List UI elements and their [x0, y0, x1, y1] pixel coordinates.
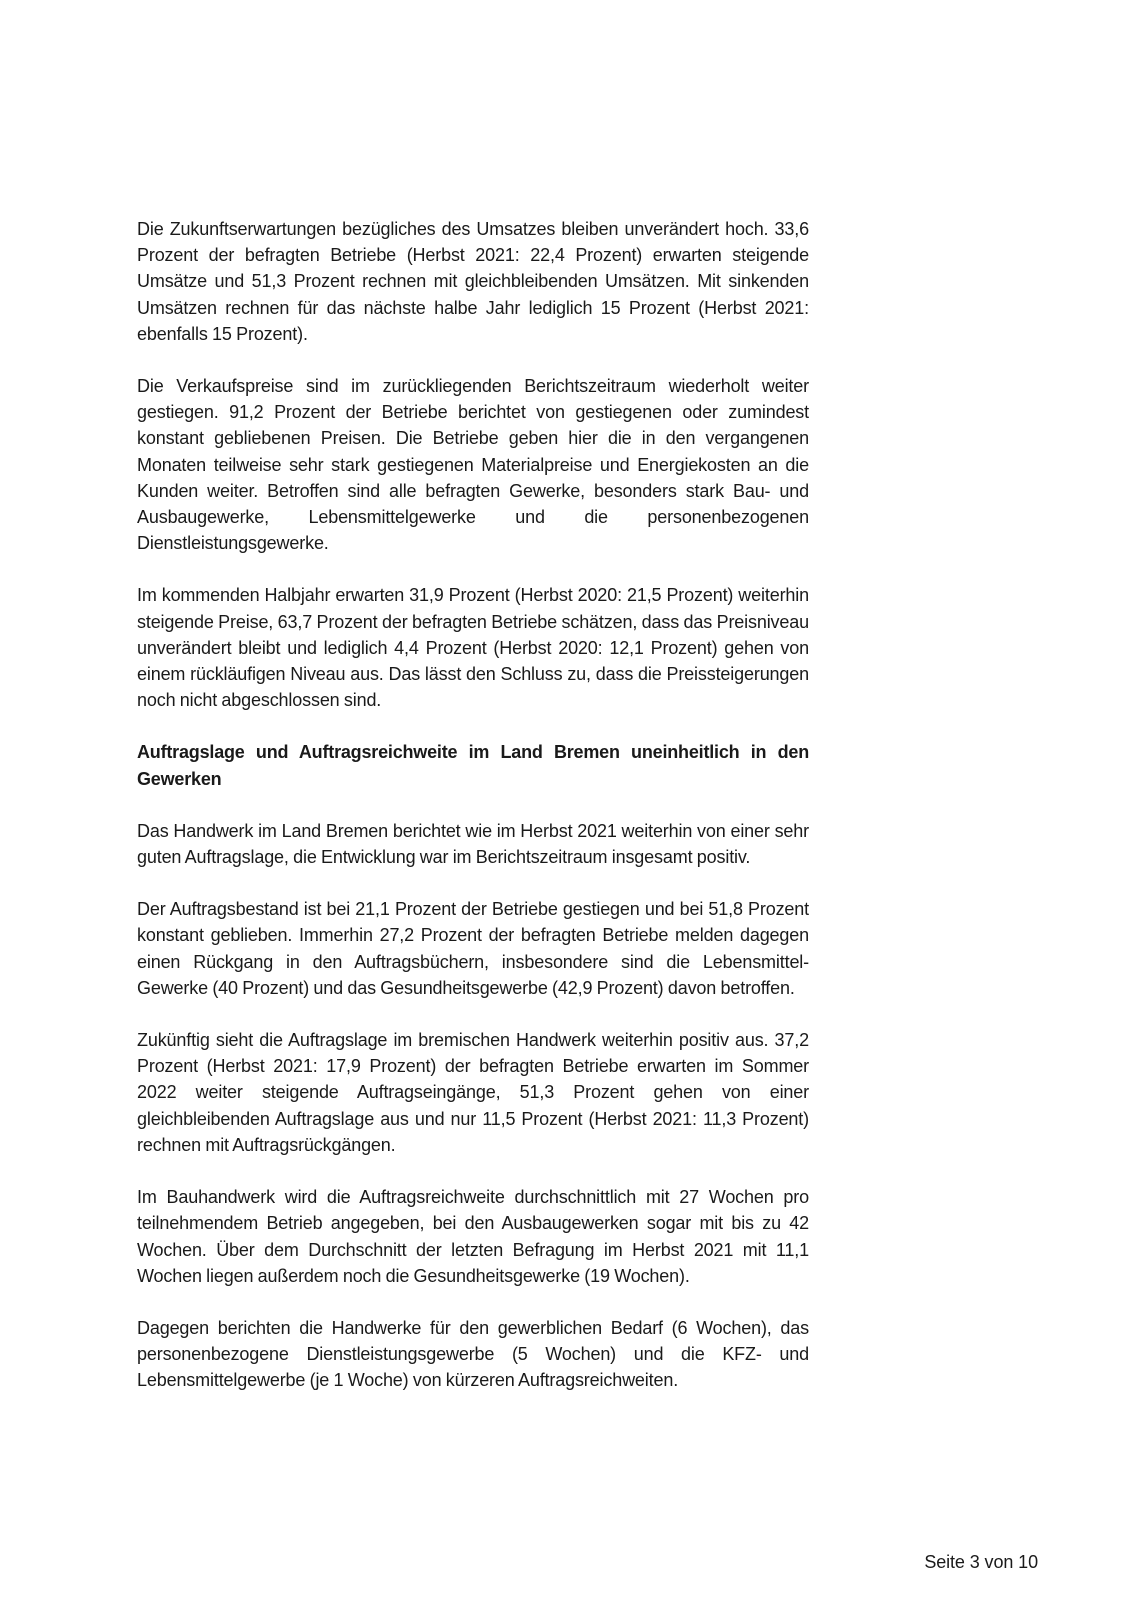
- document-body: [137, 216, 809, 1394]
- paragraph-verkaufspreise: Die Verkaufspreise sind im zurückliegenden Berichtszeitraum wiederholt weiter gestiegen. 91,2 Prozent der Betriebe berichtet von gestiegenen oder zumindest konstant gebliebenen Preisen. Die Betriebe geben hier die in den vergangenen Monaten teilweise sehr stark gestiegenen Materialpreise und Energiekosten an die Kunden weiter. Betroffen sind alle befragten Gewerke, besonders stark Bau- und Ausbaugewerke, Lebensmittelgewerke und die personenbezogenen Dienstleistungsgewerke.: [137, 376, 809, 554]
- page-number: Seite 3 von 10: [924, 1552, 1038, 1572]
- paragraph-auftragserwartungen: Zukünftig sieht die Auftragslage im bremischen Handwerk weiterhin positiv aus. 37,2 Prozent (Herbst 2021: 17,9 Prozent) der befragten Betriebe erwarten im Sommer 2022 weiter steigende Auftragseingänge, 51,3 Prozent gehen von einer gleichbleibenden Auftragslage aus und nur 11,5 Prozent (Herbst 2021: 11,3 Prozent) rechnen mit Auftragsrückgängen.: [137, 1030, 809, 1155]
- section-heading-auftragslage: Auftragslage und Auftragsreichweite im Land Bremen uneinheitlich in den Gewerken: [137, 742, 809, 789]
- paragraph-auftragsreichweite-bau: Im Bauhandwerk wird die Auftragsreichweite durchschnittlich mit 27 Wochen pro teilnehmendem Betrieb angegeben, bei den Ausbaugewerken sogar mit bis zu 42 Wochen. Über dem Durchschnitt der letzten Befragung im Herbst 2021 mit 11,1 Wochen liegen außerdem noch die Gesundheitsgewerke (19 Wochen).: [137, 1187, 809, 1286]
- paragraph-auftragsreichweite-kuerzer: Dagegen berichten die Handwerke für den gewerblichen Bedarf (6 Wochen), das personenbezogene Dienstleistungsgewerbe (5 Wochen) und die KFZ- und Lebensmittelgewerbe (je 1 Woche) von kürzeren Auftragsreichweiten.: [137, 1317, 809, 1391]
- paragraph-umsatz-erwartungen: Die Zukunftserwartungen bezügliches des Umsatzes bleiben unverändert hoch. 33,6 Prozent der befragten Betriebe (Herbst 2021: 22,4 Prozent) erwarten steigende Umsätze und 51,3 Prozent rechnen mit gleichbleibenden Umsätzen. Mit sinkenden Umsätzen rechnen für das nächste halbe Jahr lediglich 15 Prozent (Herbst 2021: ebenfalls 15 Prozent).: [137, 219, 809, 344]
- paragraph-auftragslage: Das Handwerk im Land Bremen berichtet wie im Herbst 2021 weiterhin von einer sehr guten Auftragslage, die Entwicklung war im Berichtszeitraum insgesamt positiv.: [137, 820, 809, 868]
- paragraph-auftragsbestand: Der Auftragsbestand ist bei 21,1 Prozent der Betriebe gestiegen und bei 51,8 Prozent konstant geblieben. Immerhin 27,2 Prozent der befragten Betriebe melden dagegen einen Rückgang in den Auftragsbüchern, insbesondere sind die Lebensmittel-Gewerke (40 Prozent) und das Gesundheitsgewerbe (42,9 Prozent) davon betroffen.: [137, 899, 809, 998]
- paragraph-preiserwartungen: Im kommenden Halbjahr erwarten 31,9 Prozent (Herbst 2020: 21,5 Prozent) weiterhin steigende Preise, 63,7 Prozent der befragten Betriebe schätzen, dass das Preisniveau unverändert bleibt und lediglich 4,4 Prozent (Herbst 2020: 12,1 Prozent) gehen von einem rückläufigen Niveau aus. Das lässt den Schluss zu, dass die Preissteigerungen noch nicht abgeschlossen sind.: [137, 585, 809, 711]
